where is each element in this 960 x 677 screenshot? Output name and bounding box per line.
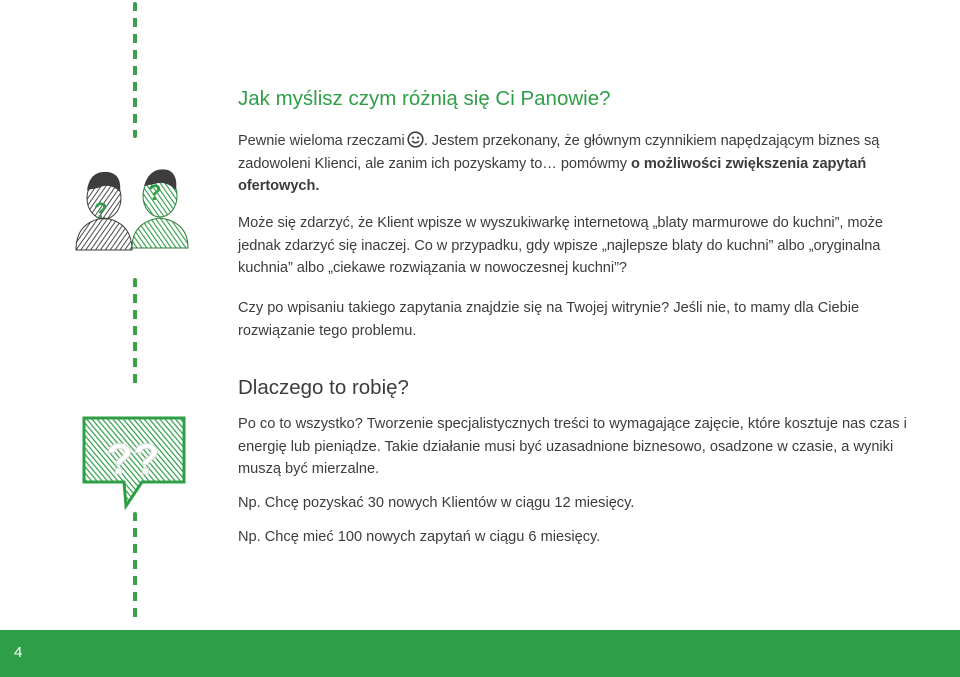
middle-dashed-divider xyxy=(133,278,137,390)
section-heading: Jak myślisz czym różnią się Ci Panowie? xyxy=(238,87,611,110)
svg-text:?: ? xyxy=(94,198,108,223)
intro-text-rest: . Jestem przekonany, że głównym czynnikiem napędzającym biznes są zadowoleni Klienci, ale zanim ich pozyskamy to… pomówmy xyxy=(238,133,880,172)
two-people-question-icon xyxy=(70,160,200,255)
bottom-dashed-divider xyxy=(133,512,137,624)
section-heading-why: Dlaczego to robię? xyxy=(238,376,409,399)
page-footer xyxy=(0,630,960,677)
example-two: Np. Chcę mieć 100 nowych zapytań w ciągu 6 miesięcy. xyxy=(238,529,601,545)
top-dashed-divider xyxy=(133,2,137,138)
intro-emphasis: o możliwości zwiększenia zapytań ofertowych. xyxy=(238,155,867,194)
smiley-icon xyxy=(407,131,424,148)
question-paragraph: Czy po wpisaniu takiego zapytania znajdzie się na Twojej witrynie? Jeśli nie, to mamy dla Ciebie rozwiązanie tego problemu. xyxy=(238,300,860,339)
example-one: Np. Chcę pozyskać 30 nowych Klientów w ciągu 12 miesięcy. xyxy=(238,495,635,511)
intro-paragraph xyxy=(238,130,918,198)
svg-text:?: ? xyxy=(148,180,162,205)
svg-text:??: ?? xyxy=(106,435,160,484)
search-query-paragraph: Może się zdarzyć, że Klient wpisze w wyszukiwarkę internetową „blaty marmurowe do kuchni”, może jednak zdarzyć się inaczej. Co w przypadku, gdy wpisze „najlepsze blaty do kuchni” albo „oryginalna kuchnia” albo „ciekawe rozwiązania w nowoczesnej kuchni”? xyxy=(238,215,883,276)
intro-text-start: Pewnie wieloma rzeczami xyxy=(238,133,405,149)
page-number: 4 xyxy=(14,644,23,661)
why-paragraph: Po co to wszystko? Tworzenie specjalistycznych treści to wymagające zajęcie, które kosztuje nas czas i energię lub pieniądze. Takie działanie musi być uzasadnione biznesowo, osadzone w czasie, a wyniki muszą być mierzalne. xyxy=(238,416,907,477)
question-speech-bubble-icon xyxy=(80,412,190,512)
